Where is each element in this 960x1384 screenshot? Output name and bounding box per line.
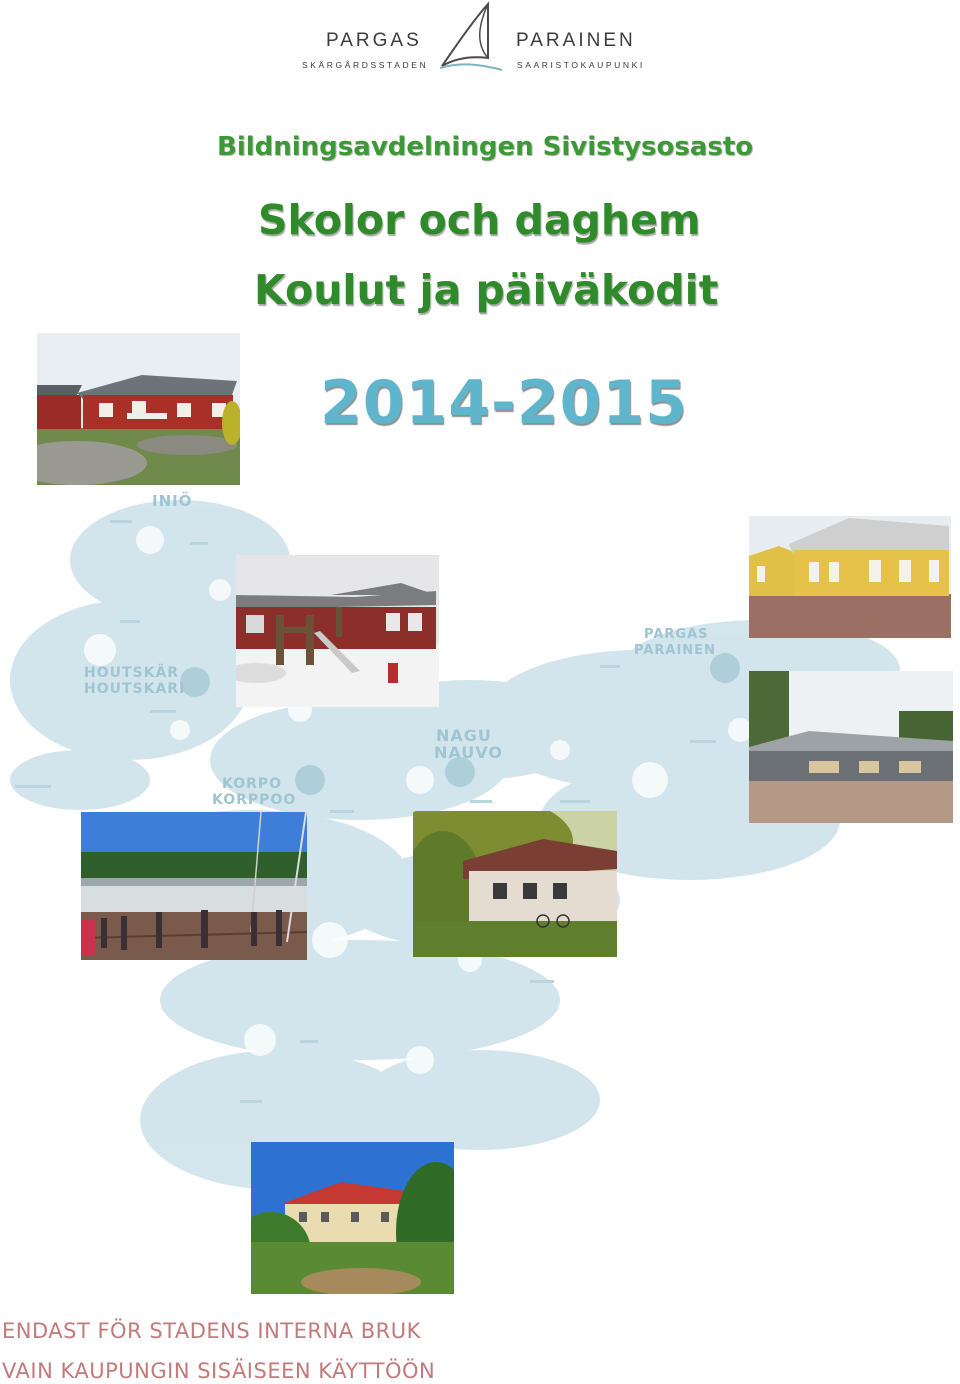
- map-label-inio: INIÖ: [152, 492, 193, 510]
- department-title: Bildningsavdelningen Sivistysosasto: [217, 132, 754, 162]
- photo-yellow-school: [749, 516, 951, 638]
- map-label-korpo: KORPO: [222, 776, 283, 792]
- title-swedish: Skolor och daghem: [258, 196, 701, 244]
- footer-notice-finnish: VAIN KAUPUNGIN SISÄISEEN KÄYTTÖÖN: [2, 1359, 436, 1383]
- photo-sports-field-school: [81, 812, 307, 960]
- photo-snowy-daycare: [236, 555, 439, 707]
- map-label-houtskari: HOUTSKARI: [84, 681, 186, 697]
- map-label-nagu: NAGU: [436, 726, 492, 745]
- sail-logo-icon: [436, 0, 508, 74]
- logo-right-name: PARAINEN: [516, 30, 636, 51]
- photo-autumn-school: [413, 811, 617, 957]
- logo-left-sub: SKÄRGÅRDSSTADEN: [302, 60, 429, 70]
- school-year: 2014-2015: [320, 368, 688, 438]
- footer-notice-swedish: ENDAST FÖR STADENS INTERNA BRUK: [2, 1319, 421, 1343]
- map-label-nauvo: NAUVO: [434, 743, 503, 762]
- photo-red-school-house: [37, 333, 240, 485]
- title-finnish: Koulut ja päiväkodit: [254, 266, 719, 314]
- map-label-houtskar: HOUTSKÄR: [84, 665, 180, 681]
- logo-left-name: PARGAS: [326, 30, 422, 51]
- logo-right-sub: SAARISTOKAUPUNKI: [517, 60, 645, 70]
- map-label-korppoo: KORPPOO: [212, 792, 297, 808]
- map-label-parainen: PARAINEN: [634, 643, 716, 658]
- map-label-pargas: PARGAS: [644, 627, 709, 642]
- photo-old-yellow-school: [251, 1142, 454, 1294]
- photo-grey-school: [749, 671, 953, 823]
